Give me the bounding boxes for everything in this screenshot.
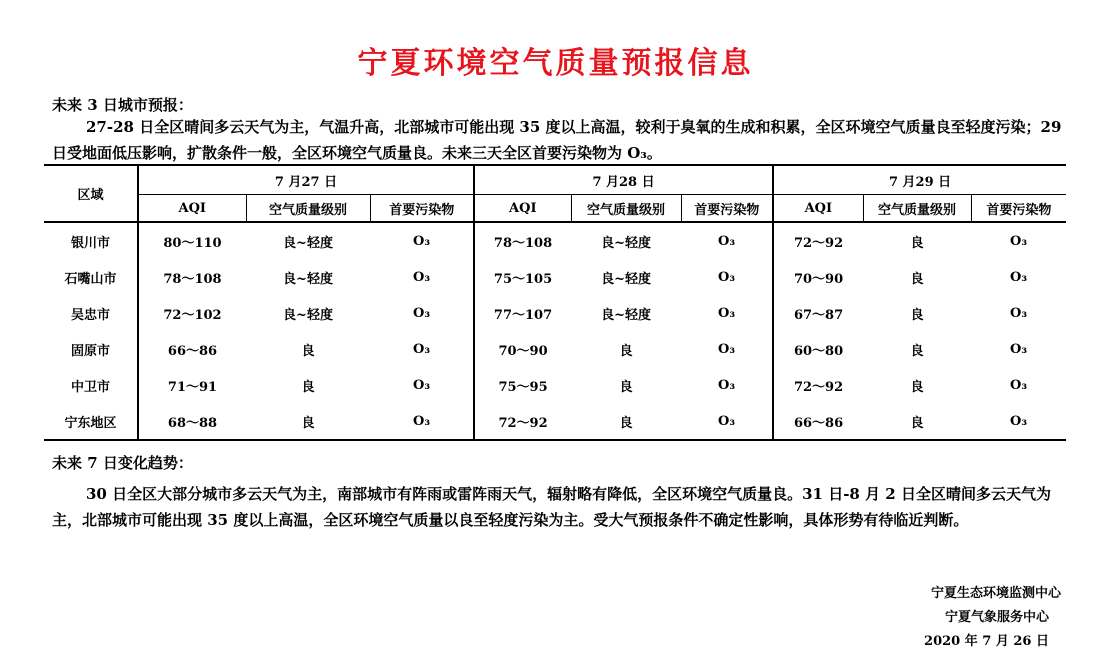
trend-7day-heading: 未来 7 日变化趋势： (52, 454, 193, 472)
page-title: 宁夏环境空气质量预报信息 (357, 46, 754, 81)
aqi-cell: 72～92 (773, 367, 863, 403)
pollutant-cell: O₃ (413, 377, 431, 393)
aqi-cell: 78～108 (138, 259, 246, 295)
date-header-3: 7 月29 日 (773, 165, 1066, 195)
level-cell: 良 (619, 343, 633, 359)
aqi-cell: 72～92 (474, 403, 571, 440)
pollutant-cell: O₃ (1010, 341, 1028, 357)
aqi-cell: 75～95 (474, 367, 571, 403)
aqi-cell: 68～88 (138, 403, 246, 440)
forecast-3day-text: 27-28 日全区晴间多云天气为主，气温升高，北部城市可能出现 35 度以上高温，较利于臭氧的生成和积累，全区环境空气质量良至轻度污染；29 日受地面低压影响，扩散条件一般，全区环境空气质量良。未来三天全区首要污染物为 O₃。 (52, 118, 1062, 162)
table-row (44, 259, 1066, 295)
level-cell: 良~轻度 (601, 271, 651, 287)
pollutant-cell: O₃ (718, 233, 736, 249)
pollutant-cell: O₃ (413, 269, 431, 285)
aqi-cell: 70～90 (773, 259, 863, 295)
aqi-cell: 66～86 (773, 403, 863, 440)
aqi-cell: 72～92 (773, 222, 863, 259)
pollutant-cell: O₃ (1010, 305, 1028, 321)
level-cell: 良~轻度 (283, 271, 333, 287)
aqi-cell: 67～87 (773, 295, 863, 331)
level-header: 空气质量级别 (246, 195, 370, 223)
pollutant-cell: O₃ (413, 341, 431, 357)
aqi-forecast-table (44, 164, 1066, 441)
pollutant-cell: O₃ (718, 341, 736, 357)
level-cell: 良~轻度 (601, 307, 651, 323)
aqi-header: AQI (773, 195, 863, 223)
table-row (44, 222, 1066, 259)
level-cell: 良 (910, 343, 924, 359)
level-cell: 良 (863, 403, 971, 440)
date-header-2: 7 月28 日 (474, 165, 773, 195)
aqi-header: AQI (474, 195, 571, 223)
pollutant-cell: O₃ (370, 403, 474, 440)
aqi-cell: 75～105 (474, 259, 571, 295)
table-header-row (44, 165, 1066, 195)
footer-date: 2020 年 7 月 26 日 (924, 634, 1049, 649)
table-row (44, 295, 1066, 331)
pollutant-cell: O₃ (413, 305, 431, 321)
region-cell: 石嘴山市 (64, 271, 117, 287)
level-cell: 良 (301, 379, 315, 395)
pollutant-cell: O₃ (718, 269, 736, 285)
level-cell: 良 (619, 379, 633, 395)
level-cell: 良 (910, 235, 924, 251)
level-cell: 良~轻度 (283, 307, 333, 323)
region-cell: 吴忠市 (70, 307, 110, 323)
region-cell: 银川市 (70, 235, 110, 251)
table-row (44, 403, 1066, 440)
aqi-cell: 66～86 (138, 331, 246, 367)
region-header: 区域 (44, 165, 138, 222)
level-cell: 良 (910, 379, 924, 395)
level-cell: 良~轻度 (601, 235, 651, 251)
aqi-cell: 77～107 (474, 295, 571, 331)
aqi-cell: 80～110 (138, 222, 246, 259)
footer-org-2: 宁夏气象服务中心 (944, 610, 1049, 625)
table-row (44, 331, 1066, 367)
level-cell: 良 (571, 403, 681, 440)
aqi-header: AQI (138, 195, 246, 223)
aqi-cell: 78～108 (474, 222, 571, 259)
region-cell: 固原市 (70, 343, 110, 359)
level-cell: 良~轻度 (283, 235, 333, 251)
level-cell: 良 (246, 403, 370, 440)
date-header-1: 7 月27 日 (138, 165, 474, 195)
aqi-cell: 71～91 (138, 367, 246, 403)
pollutant-header: 首要污染物 (370, 195, 474, 223)
level-cell: 良 (910, 307, 924, 323)
pollutant-header: 首要污染物 (681, 195, 773, 223)
forecast-3day-heading: 未来 3 日城市预报： (52, 96, 193, 114)
level-cell: 良 (301, 343, 315, 359)
pollutant-cell: O₃ (1010, 377, 1028, 393)
pollutant-cell: O₃ (718, 377, 736, 393)
level-header: 空气质量级别 (571, 195, 681, 223)
level-header: 空气质量级别 (863, 195, 971, 223)
aqi-cell: 72～102 (138, 295, 246, 331)
aqi-cell: 60～80 (773, 331, 863, 367)
pollutant-cell: O₃ (1010, 269, 1028, 285)
pollutant-cell: O₃ (718, 305, 736, 321)
pollutant-cell: O₃ (971, 403, 1066, 440)
footer-org-1: 宁夏生态环境监测中心 (930, 586, 1061, 601)
level-cell: 良 (910, 271, 924, 287)
pollutant-header: 首要污染物 (971, 195, 1066, 223)
pollutant-cell: O₃ (413, 233, 431, 249)
table-subheader-row (44, 195, 1066, 223)
aqi-cell: 70～90 (474, 331, 571, 367)
region-cell: 中卫市 (70, 379, 110, 395)
region-cell: 宁东地区 (44, 403, 138, 440)
pollutant-cell: O₃ (1010, 233, 1028, 249)
pollutant-cell: O₃ (681, 403, 773, 440)
trend-7day-text: 30 日全区大部分城市多云天气为主，南部城市有阵雨或雷阵雨天气，辐射略有降低，全区环境空气质量良。31 日-8 月 2 日全区晴间多云天气为主，北部城市可能出现 35 度以上高温，全区环境空气质量以良至轻度污染为主。受大气预报条件不确定性影响，具体形势有待临近判断。 (52, 485, 1051, 529)
table-row (44, 367, 1066, 403)
